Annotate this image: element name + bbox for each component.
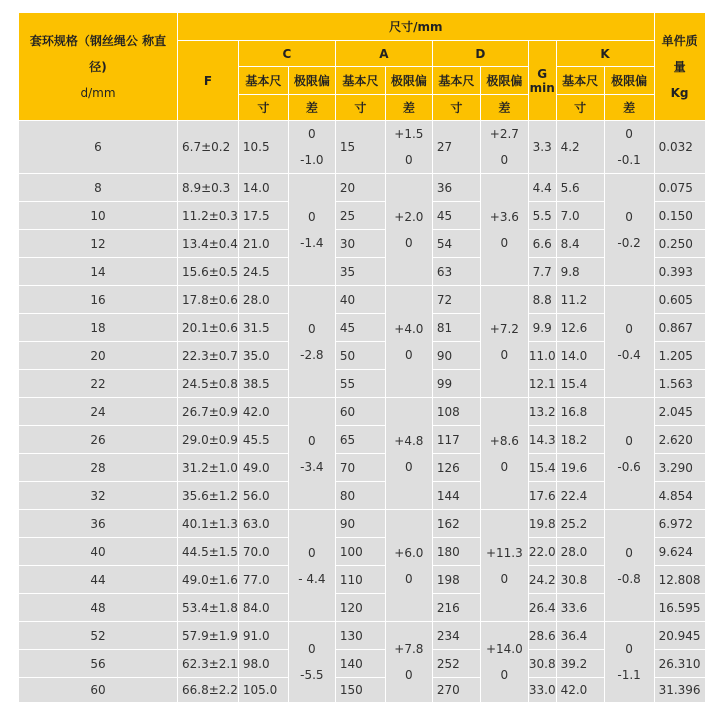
tolerance-upper: 0 — [625, 127, 633, 141]
cell-spec-d: 28 — [19, 454, 178, 482]
cell-K-basic: 22.4 — [556, 482, 604, 510]
tolerance-upper: 0 — [308, 642, 316, 656]
cell-C-basic: 24.5 — [238, 258, 288, 286]
cell-G-min: 28.6 — [528, 622, 556, 650]
cell-weight: 0.150 — [654, 202, 705, 230]
cell-spec-d: 48 — [19, 594, 178, 622]
cell-C-basic: 14.0 — [238, 174, 288, 202]
tolerance-lower: -0.2 — [617, 235, 641, 250]
cell-C-tolerance — [288, 622, 335, 703]
tolerance-upper: +8.6 — [489, 433, 519, 448]
cell-F: 26.7±0.9 — [178, 398, 239, 426]
tolerance-lower: 0 — [500, 347, 509, 362]
cell-C-basic: 77.0 — [238, 566, 288, 594]
cell-F: 49.0±1.6 — [178, 566, 239, 594]
cell-weight: 0.393 — [654, 258, 705, 286]
cell-D-basic: 216 — [432, 594, 480, 622]
col-K-tolerance-header: 极限偏 — [604, 67, 654, 95]
cell-A-basic: 30 — [335, 230, 385, 258]
table-row — [19, 174, 706, 202]
cell-D-basic: 54 — [432, 230, 480, 258]
cell-C-tolerance — [288, 286, 335, 398]
col-C-header: C — [238, 41, 335, 67]
cell-G-min: 7.7 — [528, 258, 556, 286]
cell-G-min: 19.8 — [528, 510, 556, 538]
cell-F: 11.2±0.3 — [178, 202, 239, 230]
col-A-basic-header-cont: 寸 — [335, 95, 385, 121]
cell-G-min: 9.9 — [528, 314, 556, 342]
cell-D-basic: 234 — [432, 622, 480, 650]
tolerance-upper: +4.8 — [394, 433, 424, 448]
cell-G-min: 5.5 — [528, 202, 556, 230]
spec-table-container — [18, 12, 706, 703]
cell-C-basic: 10.5 — [238, 121, 288, 174]
tolerance-lower: 0 — [500, 459, 509, 474]
col-C-basic-header-cont: 寸 — [238, 95, 288, 121]
cell-weight: 2.045 — [654, 398, 705, 426]
cell-weight: 1.563 — [654, 370, 705, 398]
table-row — [19, 510, 706, 538]
col-K-basic-header-cont: 寸 — [556, 95, 604, 121]
cell-A-tolerance — [385, 510, 432, 622]
col-A-tolerance-header: 极限偏 — [385, 67, 432, 95]
cell-weight: 2.620 — [654, 426, 705, 454]
cell-weight: 12.808 — [654, 566, 705, 594]
cell-K-tolerance — [604, 121, 654, 174]
col-K-basic-header: 基本尺 — [556, 67, 604, 95]
tolerance-lower: -1.4 — [300, 235, 324, 250]
tolerance-upper: +6.0 — [394, 545, 424, 560]
cell-K-basic: 9.8 — [556, 258, 604, 286]
cell-K-tolerance — [604, 622, 654, 703]
cell-weight: 0.075 — [654, 174, 705, 202]
cell-A-basic: 100 — [335, 538, 385, 566]
dimension-group-header: 尺寸/mm — [178, 13, 655, 41]
cell-weight: 16.595 — [654, 594, 705, 622]
cell-F: 29.0±0.9 — [178, 426, 239, 454]
col-D-basic-header: 基本尺 — [432, 67, 480, 95]
cell-weight: 31.396 — [654, 678, 705, 703]
cell-K-basic: 16.8 — [556, 398, 604, 426]
tolerance-upper: 0 — [308, 321, 316, 336]
cell-K-basic: 19.6 — [556, 454, 604, 482]
col-C-basic-header: 基本尺 — [238, 67, 288, 95]
table-row — [19, 121, 706, 174]
cell-spec-d: 40 — [19, 538, 178, 566]
cell-A-basic: 45 — [335, 314, 385, 342]
cell-G-min: 6.6 — [528, 230, 556, 258]
cell-G-min: 3.3 — [528, 121, 556, 174]
cell-D-basic: 198 — [432, 566, 480, 594]
cell-D-basic: 144 — [432, 482, 480, 510]
cell-C-basic: 84.0 — [238, 594, 288, 622]
cell-A-basic: 25 — [335, 202, 385, 230]
cell-K-basic: 25.2 — [556, 510, 604, 538]
cell-F: 8.9±0.3 — [178, 174, 239, 202]
cell-C-basic: 98.0 — [238, 650, 288, 678]
cell-G-min: 33.0 — [528, 678, 556, 703]
weight-header-line1: 单件质 — [661, 33, 698, 48]
table-row — [19, 202, 706, 230]
table-row — [19, 594, 706, 622]
tolerance-lower: -2.8 — [300, 347, 324, 362]
cell-A-basic: 50 — [335, 342, 385, 370]
cell-C-basic: 56.0 — [238, 482, 288, 510]
tolerance-lower: 0 — [500, 235, 509, 250]
cell-D-tolerance — [480, 510, 528, 622]
cell-spec-d: 8 — [19, 174, 178, 202]
cell-C-tolerance — [288, 121, 335, 174]
cell-F: 66.8±2.2 — [178, 678, 239, 703]
cell-A-basic: 60 — [335, 398, 385, 426]
table-row — [19, 678, 706, 703]
cell-weight: 1.205 — [654, 342, 705, 370]
cell-K-basic: 14.0 — [556, 342, 604, 370]
cell-D-tolerance — [480, 121, 528, 174]
cell-weight: 0.605 — [654, 286, 705, 314]
cell-G-min: 24.2 — [528, 566, 556, 594]
cell-F: 31.2±1.0 — [178, 454, 239, 482]
cell-spec-d: 18 — [19, 314, 178, 342]
col-F-header: F — [178, 41, 239, 121]
cell-A-basic: 65 — [335, 426, 385, 454]
cell-C-basic: 105.0 — [238, 678, 288, 703]
cell-D-tolerance — [480, 174, 528, 286]
cell-spec-d: 22 — [19, 370, 178, 398]
cell-weight: 3.290 — [654, 454, 705, 482]
cell-A-basic: 150 — [335, 678, 385, 703]
cell-F: 17.8±0.6 — [178, 286, 239, 314]
cell-A-tolerance — [385, 121, 432, 174]
cell-weight: 4.854 — [654, 482, 705, 510]
table-row — [19, 230, 706, 258]
cell-A-basic: 70 — [335, 454, 385, 482]
tolerance-upper: +14.0 — [485, 642, 523, 656]
cell-D-basic: 45 — [432, 202, 480, 230]
tolerance-upper: 0 — [308, 127, 316, 141]
cell-spec-d: 36 — [19, 510, 178, 538]
cell-G-min: 15.4 — [528, 454, 556, 482]
cell-G-min: 30.8 — [528, 650, 556, 678]
cell-K-tolerance — [604, 174, 654, 286]
tolerance-lower: -0.1 — [617, 153, 641, 167]
cell-C-tolerance — [288, 510, 335, 622]
cell-spec-d: 20 — [19, 342, 178, 370]
cell-A-basic: 110 — [335, 566, 385, 594]
tolerance-lower: 0 — [405, 459, 413, 474]
cell-D-basic: 126 — [432, 454, 480, 482]
cell-A-tolerance — [385, 622, 432, 703]
cell-weight: 9.624 — [654, 538, 705, 566]
cell-F: 20.1±0.6 — [178, 314, 239, 342]
tolerance-lower: -0.4 — [617, 347, 641, 362]
spec-header — [19, 13, 178, 121]
tolerance-upper: +2.7 — [489, 127, 519, 141]
cell-D-basic: 162 — [432, 510, 480, 538]
cell-G-min: 22.0 — [528, 538, 556, 566]
cell-A-basic: 35 — [335, 258, 385, 286]
cell-C-basic: 17.5 — [238, 202, 288, 230]
cell-D-basic: 252 — [432, 650, 480, 678]
cell-A-basic: 80 — [335, 482, 385, 510]
tolerance-lower: 0 — [405, 235, 413, 250]
thimble-spec-table — [18, 12, 706, 703]
tolerance-upper: +2.0 — [394, 209, 424, 224]
cell-C-tolerance — [288, 174, 335, 286]
cell-C-basic: 31.5 — [238, 314, 288, 342]
cell-A-basic: 40 — [335, 286, 385, 314]
table-row — [19, 482, 706, 510]
col-D-header: D — [432, 41, 528, 67]
cell-G-min: 12.1 — [528, 370, 556, 398]
cell-C-basic: 38.5 — [238, 370, 288, 398]
cell-C-basic: 45.5 — [238, 426, 288, 454]
tolerance-upper: +3.6 — [489, 209, 519, 224]
cell-D-basic: 81 — [432, 314, 480, 342]
cell-D-basic: 99 — [432, 370, 480, 398]
cell-A-basic: 90 — [335, 510, 385, 538]
tolerance-upper: 0 — [625, 209, 633, 224]
cell-K-basic: 39.2 — [556, 650, 604, 678]
cell-C-basic: 91.0 — [238, 622, 288, 650]
cell-K-basic: 30.8 — [556, 566, 604, 594]
cell-spec-d: 16 — [19, 286, 178, 314]
tolerance-upper: 0 — [625, 433, 633, 448]
cell-K-basic: 33.6 — [556, 594, 604, 622]
tolerance-upper: +4.0 — [394, 321, 424, 336]
tolerance-lower: -0.6 — [617, 459, 641, 474]
cell-C-basic: 21.0 — [238, 230, 288, 258]
col-K-tolerance-header-cont: 差 — [604, 95, 654, 121]
tolerance-upper: 0 — [308, 209, 316, 224]
cell-weight: 26.310 — [654, 650, 705, 678]
table-body — [19, 121, 706, 703]
cell-F: 24.5±0.8 — [178, 370, 239, 398]
cell-C-basic: 35.0 — [238, 342, 288, 370]
cell-spec-d: 32 — [19, 482, 178, 510]
cell-spec-d: 52 — [19, 622, 178, 650]
tolerance-lower: 0 — [405, 153, 413, 167]
cell-spec-d: 56 — [19, 650, 178, 678]
cell-K-basic: 7.0 — [556, 202, 604, 230]
tolerance-upper: 0 — [625, 545, 633, 560]
tolerance-lower: -5.5 — [300, 668, 324, 682]
table-row — [19, 538, 706, 566]
cell-C-basic: 42.0 — [238, 398, 288, 426]
cell-C-tolerance — [288, 398, 335, 510]
cell-F: 35.6±1.2 — [178, 482, 239, 510]
table-row — [19, 426, 706, 454]
cell-A-tolerance — [385, 286, 432, 398]
cell-A-basic: 55 — [335, 370, 385, 398]
tolerance-lower: -0.8 — [617, 571, 641, 586]
cell-C-basic: 49.0 — [238, 454, 288, 482]
cell-K-basic: 5.6 — [556, 174, 604, 202]
cell-spec-d: 24 — [19, 398, 178, 426]
cell-F: 57.9±1.9 — [178, 622, 239, 650]
table-row — [19, 342, 706, 370]
col-C-tolerance-header: 极限偏 — [288, 67, 335, 95]
cell-K-tolerance — [604, 398, 654, 510]
cell-K-basic: 15.4 — [556, 370, 604, 398]
cell-F: 6.7±0.2 — [178, 121, 239, 174]
tolerance-lower: 0 — [405, 347, 413, 362]
cell-spec-d: 10 — [19, 202, 178, 230]
cell-G-min: 14.3 — [528, 426, 556, 454]
cell-A-basic: 15 — [335, 121, 385, 174]
col-D-tolerance-header-cont: 差 — [480, 95, 528, 121]
cell-K-basic: 4.2 — [556, 121, 604, 174]
col-D-tolerance-header: 极限偏 — [480, 67, 528, 95]
cell-K-basic: 18.2 — [556, 426, 604, 454]
cell-spec-d: 60 — [19, 678, 178, 703]
tolerance-upper: +7.8 — [394, 642, 424, 656]
tolerance-upper: +7.2 — [489, 321, 519, 336]
table-row — [19, 566, 706, 594]
cell-G-min: 17.6 — [528, 482, 556, 510]
cell-spec-d: 6 — [19, 121, 178, 174]
table-row — [19, 370, 706, 398]
col-D-basic-header-cont: 寸 — [432, 95, 480, 121]
tolerance-lower: -1.0 — [300, 153, 324, 167]
cell-D-basic: 270 — [432, 678, 480, 703]
col-A-basic-header: 基本尺 — [335, 67, 385, 95]
col-A-header: A — [335, 41, 432, 67]
cell-A-basic: 120 — [335, 594, 385, 622]
table-row — [19, 454, 706, 482]
cell-C-basic: 63.0 — [238, 510, 288, 538]
cell-A-basic: 130 — [335, 622, 385, 650]
spec-header-line2: 径) — [89, 59, 107, 74]
col-G-min-label: min — [529, 80, 555, 95]
tolerance-upper: 0 — [625, 321, 633, 336]
cell-spec-d: 12 — [19, 230, 178, 258]
tolerance-lower: - 4.4 — [298, 571, 326, 586]
cell-K-basic: 8.4 — [556, 230, 604, 258]
cell-weight: 6.972 — [654, 510, 705, 538]
cell-K-basic: 28.0 — [556, 538, 604, 566]
cell-D-basic: 72 — [432, 286, 480, 314]
cell-spec-d: 14 — [19, 258, 178, 286]
cell-F: 44.5±1.5 — [178, 538, 239, 566]
cell-D-basic: 180 — [432, 538, 480, 566]
table-row — [19, 314, 706, 342]
cell-weight: 0.867 — [654, 314, 705, 342]
cell-A-basic: 20 — [335, 174, 385, 202]
cell-weight: 20.945 — [654, 622, 705, 650]
cell-weight: 0.032 — [654, 121, 705, 174]
cell-K-tolerance — [604, 510, 654, 622]
cell-F: 53.4±1.8 — [178, 594, 239, 622]
cell-K-basic: 36.4 — [556, 622, 604, 650]
cell-D-basic: 36 — [432, 174, 480, 202]
cell-K-basic: 11.2 — [556, 286, 604, 314]
cell-C-basic: 28.0 — [238, 286, 288, 314]
col-G-label: G — [537, 66, 548, 81]
col-C-tolerance-header-cont: 差 — [288, 95, 335, 121]
tolerance-upper: +11.3 — [485, 545, 523, 560]
cell-G-min: 4.4 — [528, 174, 556, 202]
tolerance-lower: 0 — [405, 571, 413, 586]
tolerance-lower: 0 — [500, 668, 509, 682]
tolerance-upper: 0 — [625, 642, 633, 656]
cell-D-basic: 108 — [432, 398, 480, 426]
weight-header-unit: Kg — [670, 85, 689, 100]
cell-A-tolerance — [385, 398, 432, 510]
tolerance-upper: 0 — [308, 545, 316, 560]
table-row — [19, 650, 706, 678]
cell-F: 13.4±0.4 — [178, 230, 239, 258]
cell-F: 62.3±2.1 — [178, 650, 239, 678]
cell-F: 22.3±0.7 — [178, 342, 239, 370]
weight-header-line2: 量 — [673, 59, 686, 74]
cell-D-basic: 27 — [432, 121, 480, 174]
cell-G-min: 11.0 — [528, 342, 556, 370]
weight-header — [654, 13, 705, 121]
table-row — [19, 286, 706, 314]
table-row — [19, 622, 706, 650]
cell-D-basic: 117 — [432, 426, 480, 454]
cell-D-tolerance — [480, 398, 528, 510]
tolerance-lower: -1.1 — [617, 668, 641, 682]
cell-spec-d: 44 — [19, 566, 178, 594]
table-row — [19, 258, 706, 286]
table-row — [19, 398, 706, 426]
cell-D-tolerance — [480, 286, 528, 398]
cell-weight: 0.250 — [654, 230, 705, 258]
col-A-tolerance-header-cont: 差 — [385, 95, 432, 121]
col-K-header: K — [556, 41, 654, 67]
cell-G-min: 13.2 — [528, 398, 556, 426]
cell-A-tolerance — [385, 174, 432, 286]
spec-header-line1: 套环规格（钢丝绳公 称直 — [29, 33, 167, 48]
cell-G-min: 8.8 — [528, 286, 556, 314]
tolerance-upper: +1.5 — [394, 127, 424, 141]
cell-C-basic: 70.0 — [238, 538, 288, 566]
cell-K-basic: 12.6 — [556, 314, 604, 342]
tolerance-lower: -3.4 — [300, 459, 324, 474]
cell-A-basic: 140 — [335, 650, 385, 678]
spec-header-unit: d/mm — [80, 85, 116, 100]
table-header — [19, 13, 706, 121]
cell-G-min: 26.4 — [528, 594, 556, 622]
cell-spec-d: 26 — [19, 426, 178, 454]
cell-F: 15.6±0.5 — [178, 258, 239, 286]
tolerance-upper: 0 — [308, 433, 316, 448]
tolerance-lower: 0 — [405, 668, 413, 682]
tolerance-lower: 0 — [500, 153, 509, 167]
cell-K-tolerance — [604, 286, 654, 398]
cell-D-basic: 90 — [432, 342, 480, 370]
cell-K-basic: 42.0 — [556, 678, 604, 703]
cell-D-tolerance — [480, 622, 528, 703]
col-G-header — [528, 41, 556, 121]
cell-F: 40.1±1.3 — [178, 510, 239, 538]
cell-D-basic: 63 — [432, 258, 480, 286]
tolerance-lower: 0 — [500, 571, 509, 586]
